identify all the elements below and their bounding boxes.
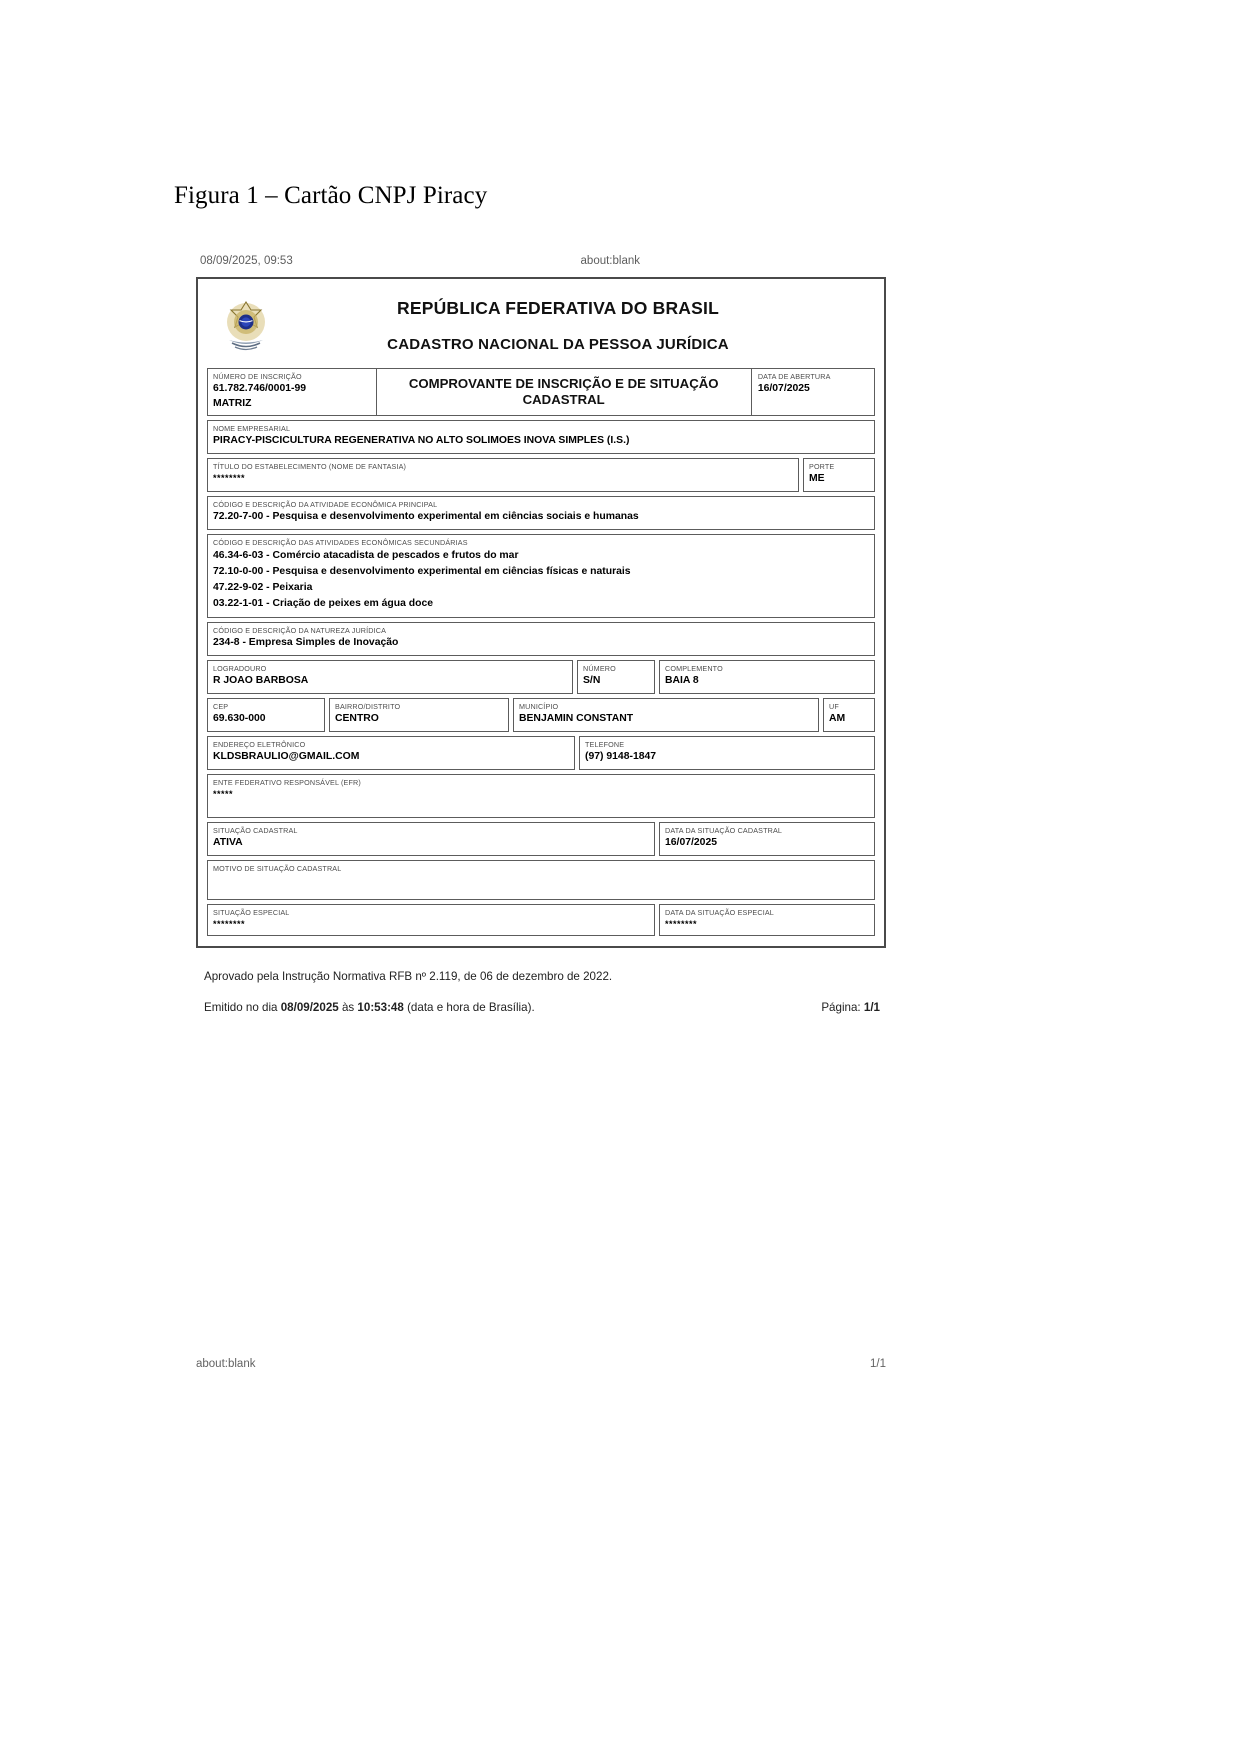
atividades-secundarias-row: [207, 534, 875, 617]
situacao-especial-value: ********: [213, 918, 246, 929]
titulo-porte-row: [207, 458, 875, 492]
data-situacao-especial-field: [659, 904, 875, 936]
complemento-value: BAIA 8: [665, 674, 699, 686]
logradouro-value: R JOAO BARBOSA: [213, 674, 309, 686]
print-header-source: about:blank: [580, 255, 640, 267]
data-situacao-especial-label: DATA DA SITUAÇÃO ESPECIAL: [665, 907, 774, 917]
emission-mid: às: [338, 1001, 358, 1015]
bairro-label: BAIRRO/DISTRITO: [335, 701, 401, 711]
complemento-label: COMPLEMENTO: [665, 663, 723, 673]
identification-row: [207, 368, 875, 416]
atividade-principal-label: CÓDIGO E DESCRIÇÃO DA ATIVIDADE ECONÔMICA PRINCIPAL: [213, 500, 438, 510]
situacao-cadastral-value: ATIVA: [213, 836, 243, 848]
card-heading: [207, 288, 875, 366]
atividade-secundaria-item: 46.34-6-03 - Comércio atacadista de pescados e frutos do mar: [213, 550, 519, 562]
efr-value: *****: [213, 788, 234, 799]
atividades-secundarias-field: [207, 534, 875, 617]
atividade-secundaria-item: 72.10-0-00 - Pesquisa e desenvolvimento experimental em ciências físicas e naturais: [213, 566, 631, 578]
print-footer-page: 1/1: [870, 1358, 886, 1370]
emission-date: 08/09/2025: [280, 1001, 339, 1015]
telefone-field: [579, 736, 875, 770]
porte-label: PORTE: [809, 462, 835, 472]
emission-prefix: Emitido no dia: [204, 1001, 281, 1015]
cnpj-card: [196, 277, 886, 948]
natureza-juridica-field: [207, 622, 875, 656]
emission-time: 10:53:48: [357, 1001, 404, 1015]
motivo-situacao-field: [207, 860, 875, 900]
natureza-juridica-value: 234-8 - Empresa Simples de Inovação: [213, 636, 399, 648]
comprovante-title-text: COMPROVANTE DE INSCRIÇÃO E DE SITUAÇÃO CADASTRAL: [408, 375, 719, 408]
logradouro-field: [207, 660, 573, 694]
situacao-cadastral-field: [207, 822, 655, 856]
situacao-especial-row: [207, 904, 875, 936]
heading-republica: REPÚBLICA FEDERATIVA DO BRASIL: [397, 297, 719, 318]
emission-text: [204, 1001, 535, 1014]
data-abertura-field: [752, 368, 875, 416]
nome-empresarial-value: PIRACY-PISCICULTURA REGENERATIVA NO ALTO SOLIMOES INOVA SIMPLES (I.S.): [213, 435, 630, 447]
porte-value: ME: [809, 473, 825, 485]
efr-row: [207, 774, 875, 818]
motivo-situacao-row: [207, 860, 875, 900]
efr-field: [207, 774, 875, 818]
data-situacao-cadastral-field: [659, 822, 875, 856]
municipio-value: BENJAMIN CONSTANT: [519, 712, 634, 724]
atividade-secundaria-item: 47.22-9-02 - Peixaria: [213, 582, 313, 594]
embedded-print-screenshot: [196, 255, 886, 1014]
page-value: 1/1: [863, 1001, 880, 1015]
emission-line: [196, 1001, 886, 1014]
efr-label: ENTE FEDERATIVO RESPONSÁVEL (EFR): [213, 777, 361, 787]
data-situacao-especial-value: ********: [665, 918, 698, 929]
email-field: [207, 736, 575, 770]
endereco-row: [207, 660, 875, 694]
nome-empresarial-label: NOME EMPRESARIAL: [213, 424, 291, 434]
comprovante-title: [377, 368, 752, 416]
page-indicator: [821, 1001, 886, 1014]
heading-cadastro: CADASTRO NACIONAL DA PESSOA JURÍDICA: [387, 335, 729, 353]
inscricao-tipo: MATRIZ: [213, 398, 252, 410]
page-label: Página:: [821, 1001, 864, 1015]
situacao-especial-field: [207, 904, 655, 936]
logradouro-label: LOGRADOURO: [213, 663, 267, 673]
natureza-juridica-row: [207, 622, 875, 656]
cep-value: 69.630-000: [213, 712, 266, 724]
municipio-field: [513, 698, 819, 732]
motivo-situacao-label: MOTIVO DE SITUAÇÃO CADASTRAL: [213, 863, 342, 873]
print-header-datetime: 08/09/2025, 09:53: [200, 255, 293, 267]
numero-field: [577, 660, 655, 694]
nome-empresarial-field: [207, 420, 875, 454]
uf-field: [823, 698, 875, 732]
situacao-especial-label: SITUAÇÃO ESPECIAL: [213, 907, 290, 917]
atividade-secundaria-item: 03.22-1-01 - Criação de peixes em água doce: [213, 598, 434, 610]
situacao-cadastral-label: SITUAÇÃO CADASTRAL: [213, 825, 298, 835]
titulo-estabelecimento-field: [207, 458, 799, 492]
nome-empresarial-row: [207, 420, 875, 454]
card-heading-text: [277, 298, 875, 353]
porte-field: [803, 458, 875, 492]
email-value: KLDSBRAULIO@GMAIL.COM: [213, 750, 360, 762]
numero-value: S/N: [583, 674, 601, 686]
inscricao-label: NÚMERO DE INSCRIÇÃO: [213, 372, 302, 381]
data-abertura-value: 16/07/2025: [757, 383, 810, 394]
natureza-juridica-label: CÓDIGO E DESCRIÇÃO DA NATUREZA JURÍDICA: [213, 625, 387, 635]
atividades-secundarias-label: CÓDIGO E DESCRIÇÃO DAS ATIVIDADES ECONÔMICAS SECUNDÁRIAS: [213, 538, 468, 548]
municipio-row: [207, 698, 875, 732]
bairro-field: [329, 698, 509, 732]
figure-caption: Figura 1 – Cartão CNPJ Piracy: [174, 182, 488, 209]
data-situacao-cadastral-label: DATA DA SITUAÇÃO CADASTRAL: [665, 825, 783, 835]
emission-suffix: (data e hora de Brasília).: [403, 1001, 535, 1015]
bairro-value: CENTRO: [335, 712, 379, 724]
print-header: [196, 255, 886, 267]
atividade-principal-row: [207, 496, 875, 530]
uf-value: AM: [829, 712, 846, 724]
cep-label: CEP: [213, 701, 229, 711]
data-abertura-label: DATA DE ABERTURA: [757, 372, 831, 381]
complemento-field: [659, 660, 875, 694]
cep-field: [207, 698, 325, 732]
numero-label: NÚMERO: [583, 663, 616, 673]
print-footer-source: about:blank: [196, 1358, 256, 1370]
data-situacao-cadastral-value: 16/07/2025: [665, 836, 718, 848]
email-label: ENDEREÇO ELETRÔNICO: [213, 739, 306, 749]
inscricao-value: 61.782.746/0001-99: [213, 383, 307, 394]
inscricao-field: [207, 368, 377, 416]
brasao-icon: [223, 296, 269, 354]
telefone-value: (97) 9148-1847: [585, 750, 657, 762]
situacao-cadastral-row: [207, 822, 875, 856]
approval-note: Aprovado pela Instrução Normativa RFB nº 2.119, de 06 de dezembro de 2022.: [204, 969, 613, 983]
titulo-estabelecimento-label: TÍTULO DO ESTABELECIMENTO (NOME DE FANTASIA): [213, 462, 407, 472]
atividade-principal-field: [207, 496, 875, 530]
municipio-label: MUNICÍPIO: [519, 701, 559, 711]
uf-label: UF: [829, 701, 839, 711]
contato-row: [207, 736, 875, 770]
telefone-label: TELEFONE: [585, 739, 625, 749]
titulo-estabelecimento-value: ********: [213, 473, 246, 484]
atividade-principal-value: 72.20-7-00 - Pesquisa e desenvolvimento experimental em ciências sociais e humanas: [213, 511, 639, 523]
print-footer: [196, 1358, 886, 1370]
